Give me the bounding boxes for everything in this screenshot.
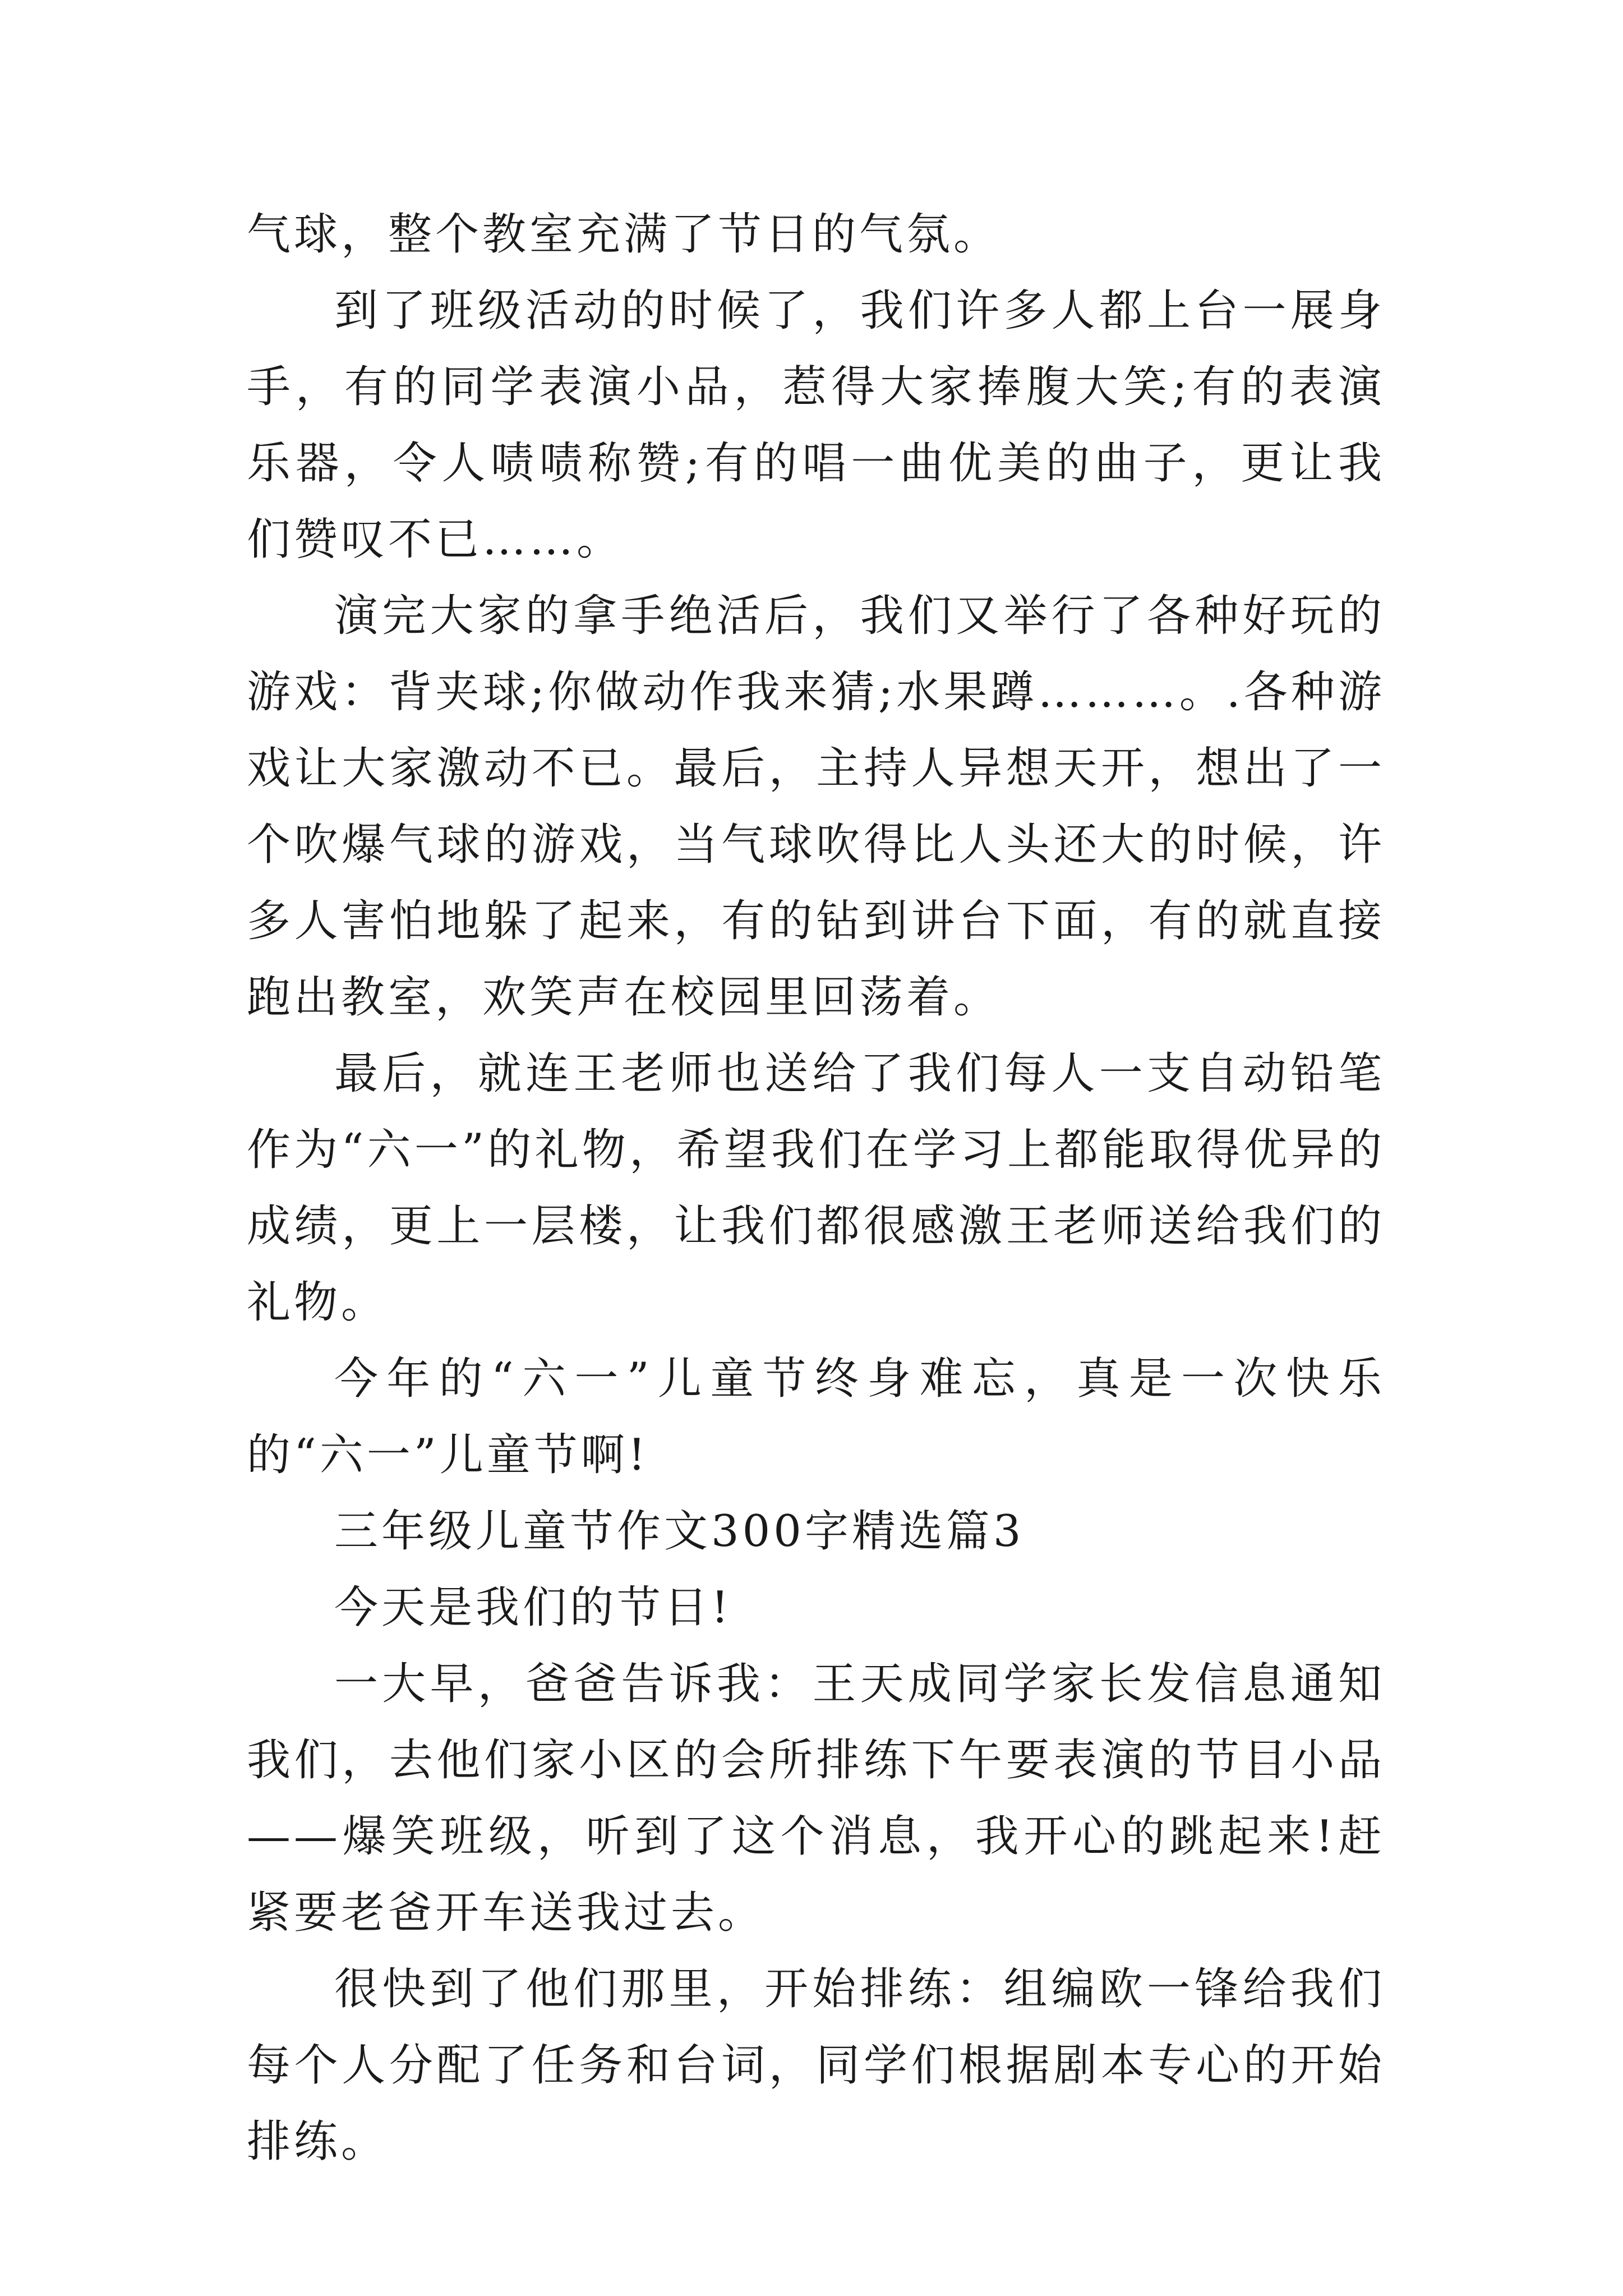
paragraph-continuation: 气球，整个教室充满了节日的气氛。 [247,209,1001,260]
paragraph-rehearsal: 很快到了他们那里，开始排练：组编欧一锋给我们每个人分配了任务和台词，同学们根据剧本专心的开始排练。 [247,1964,1385,2167]
paragraph-opening: 今天是我们的节日! [334,1582,732,1633]
paragraph-conclusion: 今年的“六一”儿童节终身难忘，真是一次快乐的“六一”儿童节啊! [247,1354,1385,1480]
paragraph-teacher-gift: 最后，就连王老师也送给了我们每人一支自动铅笔作为“六一”的礼物，希望我们在学习上都能取得优异的成绩，更上一层楼，让我们都很感激王老师送给我们的礼物。 [247,1048,1385,1328]
section-heading: 三年级儿童节作文300字精选篇3 [334,1506,1025,1557]
paragraph-games: 演完大家的拿手绝活后，我们又举行了各种好玩的游戏：背夹球;你做动作我来猜;水果蹲………。.各种游戏让大家激动不已。最后，主持人异想天开，想出了一个吹爆气球的游戏，当气球吹得比人头还大的时候，许多人害怕地躲了起来，有的钻到讲台下面，有的就直接跑出教室，欢笑声在校园里回荡着。 [247,591,1385,1023]
paragraph-morning: 一大早，爸爸告诉我：王天成同学家长发信息通知我们，去他们家小区的会所排练下午要表演的节目小品——爆笑班级，听到了这个消息，我开心的跳起来!赶紧要老爸开车送我过去。 [247,1659,1385,1938]
document-body [247,196,1385,2180]
paragraph-class-activity: 到了班级活动的时候了，我们许多人都上台一展身手，有的同学表演小品，惹得大家捧腹大笑;有的表演乐器，令人啧啧称赞;有的唱一曲优美的曲子，更让我们赞叹不已……。 [247,286,1385,565]
